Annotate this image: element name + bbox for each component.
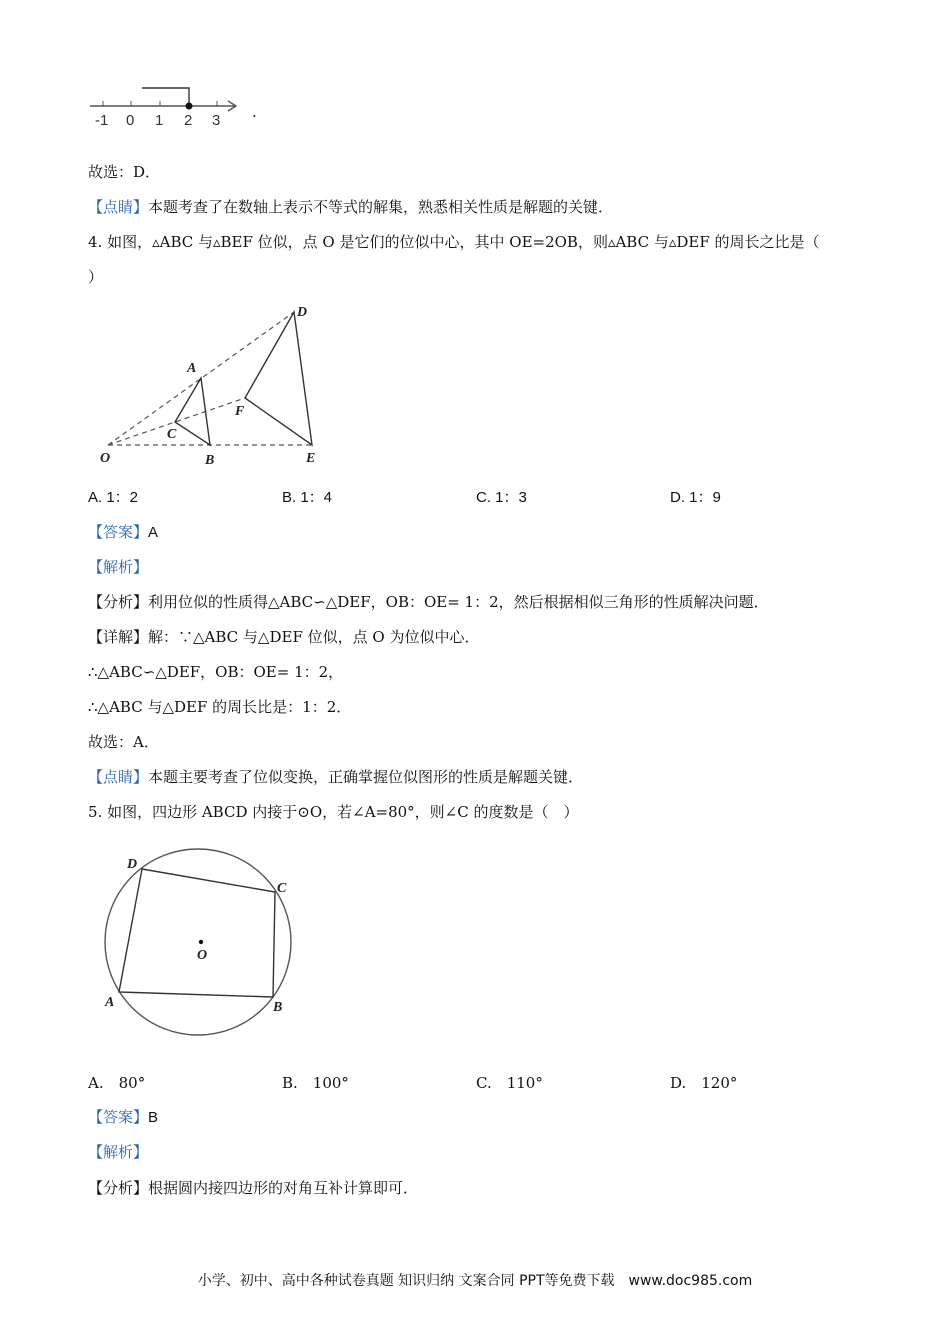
fenxi-text: 根据圆内接四边形的对角互补计算即可． bbox=[148, 1179, 419, 1197]
detail-text: 解：∵△ABC 与△DEF 位似，点 O 为位似中心． bbox=[148, 628, 480, 646]
q4-homothety-figure bbox=[95, 300, 335, 470]
q4-option-b[interactable]: B. 1：4 bbox=[282, 489, 333, 506]
remark-tag: 【点睛】 bbox=[88, 768, 149, 786]
label-A: A bbox=[105, 995, 115, 1010]
q5-analysis-tag: 【解析】 bbox=[88, 1143, 149, 1161]
number-line-figure bbox=[88, 84, 248, 130]
solution-point bbox=[186, 103, 193, 110]
circle-O bbox=[105, 849, 291, 1035]
tick-label: 0 bbox=[126, 112, 135, 129]
detail-tag: 【详解】 bbox=[88, 628, 149, 646]
tick-label: 1 bbox=[155, 112, 164, 129]
center-point bbox=[199, 940, 203, 944]
number-line-period: . bbox=[252, 103, 257, 121]
label-B: B bbox=[205, 453, 215, 468]
q4-choice: 故选：A． bbox=[88, 733, 159, 751]
remark-line bbox=[88, 197, 613, 217]
q4-stem-cont: ） bbox=[88, 268, 104, 286]
remark-text: 本题主要考查了位似变换，正确掌握位似图形的性质是解题关键． bbox=[148, 768, 584, 786]
label-A: A bbox=[187, 361, 197, 376]
label-O: O bbox=[100, 451, 111, 466]
tick-label: 2 bbox=[184, 112, 193, 129]
tick-label: -1 bbox=[95, 112, 109, 129]
q5-inscribed-quadrilateral-figure bbox=[100, 845, 300, 1040]
q5-option-b[interactable]: B. 100° bbox=[282, 1074, 349, 1092]
choice-line: 故选：D． bbox=[88, 163, 161, 181]
label-C: C bbox=[167, 427, 177, 442]
label-B: B bbox=[273, 1000, 283, 1015]
q4-option-a[interactable]: A. 1：2 bbox=[88, 489, 139, 506]
dashed-OF bbox=[108, 398, 245, 445]
q4-remark-line bbox=[88, 767, 583, 787]
remark-tag: 【点睛】 bbox=[88, 198, 149, 216]
fenxi-tag: 【分析】 bbox=[88, 1179, 149, 1197]
answer-value: B bbox=[148, 1109, 159, 1126]
page-footer: 小学、初中、高中各种试卷真题 知识归纳 文案合同 PPT等免费下载 www.doc985.com bbox=[197, 1273, 753, 1289]
q5-stem: 5. 如图，四边形 ABCD 内接于⊙O，若∠A=80°，则∠C 的度数是（ ） bbox=[88, 803, 579, 821]
label-F: F bbox=[235, 404, 245, 419]
answer-value: A bbox=[148, 524, 159, 541]
q4-option-d[interactable]: D. 1：9 bbox=[670, 489, 721, 506]
q4-analysis-tag: 【解析】 bbox=[88, 558, 149, 576]
q4-option-c[interactable]: C. 1：3 bbox=[476, 489, 527, 506]
answer-tag: 【答案】 bbox=[88, 1108, 149, 1126]
answer-tag: 【答案】 bbox=[88, 523, 149, 541]
fenxi-text: 利用位似的性质得△ABC∽△DEF，OB：OE= 1：2，然后根据相似三角形的性质解决问题． bbox=[148, 593, 769, 611]
q5-option-c[interactable]: C. 110° bbox=[476, 1074, 543, 1092]
solution-ray bbox=[142, 88, 189, 106]
q4-stem: 4. 如图，▵ABC 与▵BEF 位似，点 O 是它们的位似中心，其中 OE=2OB，则▵ABC 与▵DEF 的周长之比是（ bbox=[88, 233, 820, 251]
triangle-DEF bbox=[245, 312, 312, 445]
label-D: D bbox=[127, 857, 138, 872]
quadrilateral-ABCD bbox=[119, 869, 275, 997]
q4-answer-line bbox=[88, 522, 158, 543]
q5-fenxi-line bbox=[88, 1178, 418, 1198]
q4-detail-line bbox=[88, 627, 479, 647]
q4-step-2: ∴△ABC 与△DEF 的周长比是：1：2． bbox=[88, 698, 352, 716]
label-C: C bbox=[277, 881, 287, 896]
tick-label: 3 bbox=[212, 112, 221, 129]
label-O: O bbox=[197, 948, 208, 963]
q5-option-a[interactable]: A. 80° bbox=[88, 1074, 146, 1092]
q5-answer-line bbox=[88, 1107, 158, 1128]
remark-text: 本题考查了在数轴上表示不等式的解集，熟悉相关性质是解题的关键． bbox=[148, 198, 614, 216]
label-E: E bbox=[306, 451, 316, 466]
label-D: D bbox=[297, 305, 308, 320]
q4-fenxi-line bbox=[88, 592, 769, 612]
fenxi-tag: 【分析】 bbox=[88, 593, 149, 611]
q4-step-1: ∴△ABC∽△DEF，OB：OE= 1：2， bbox=[88, 663, 344, 681]
q5-option-d[interactable]: D. 120° bbox=[670, 1074, 738, 1092]
